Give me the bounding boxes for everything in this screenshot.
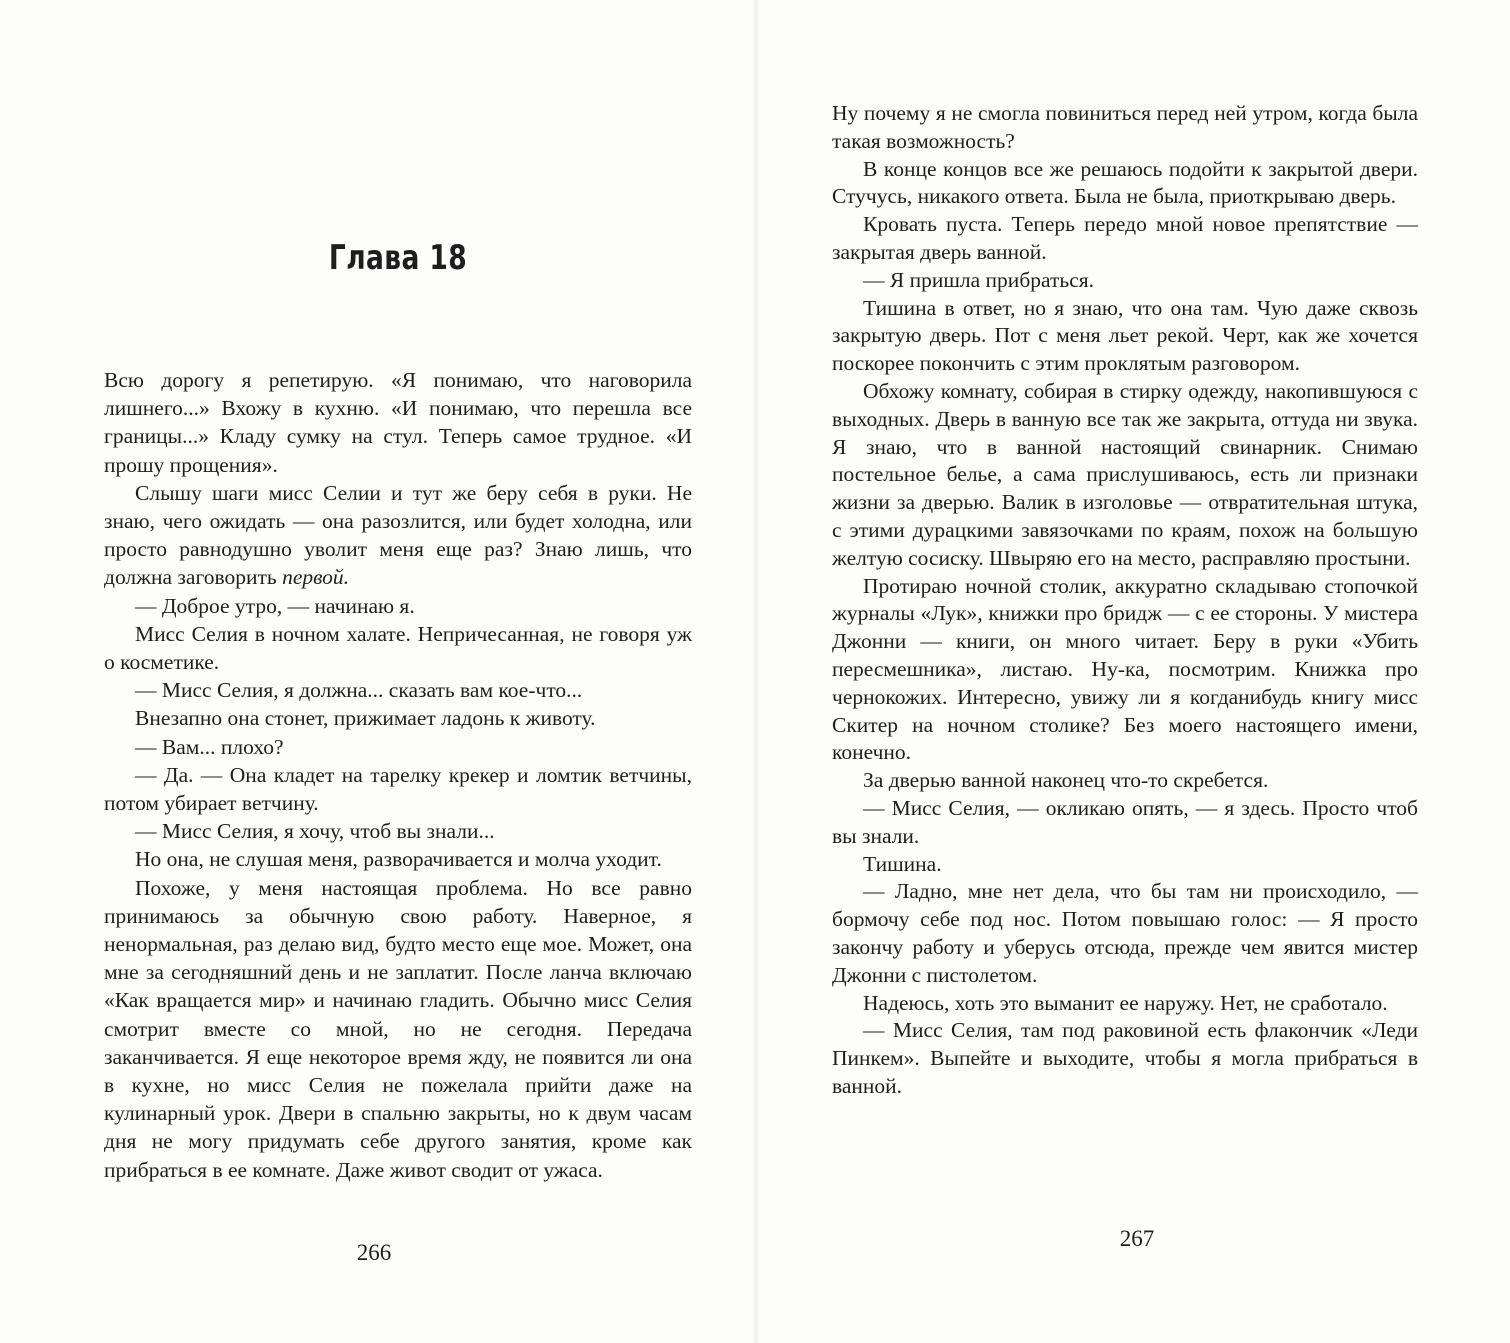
paragraph: Тишина в ответ, но я знаю, что она там. Чую даже сквозь закрытую дверь. Пот с меня льет рекой. Черт, как же хочется поскорее покончить с этим проклятым разговором.: [832, 295, 1418, 376]
paragraph: Внезапно она стонет, прижимает ладонь к животу.: [135, 706, 596, 731]
chapter-title: Глава 18: [328, 238, 468, 278]
paragraph: Похоже, у меня настоящая проблема. Но все равно принимаюсь за обычную свою работу. Наверное, я ненормальная, раз делаю вид, будто место еще мое. Может, она мне за сегодняшний день и не заплатит. После ланча включаю «Как вращается мир» и начинаю гладить. Обычно мисс Селия смотрит вместе со мной, но не сегодня. Передача заканчивается. Я еще некоторое время жду, не появится ли она в кухне, но мисс Селия не пожелала прийти даже на кулинарный урок. Двери в спальню закрыты, но к двум часам дня не могу придумать себе другого занятия, кроме как прибраться в ее комнате. Даже живот сводит от ужаса.: [104, 875, 692, 1182]
paragraph: В конце концов все же решаюсь подойти к закрытой двери. Стучусь, никакого ответа. Была не была, приоткрываю дверь.: [832, 156, 1418, 209]
right-page-text: [832, 100, 1418, 1101]
left-page: [104, 0, 692, 1343]
paragraph: — Мисс Селия, там под раковиной есть флакончик «Леди Пинкем». Выпейте и выходите, чтобы я могла прибраться в ванной.: [832, 1018, 1418, 1098]
paragraph: Протираю ночной столик, аккуратно складываю стопочкой журналы «Лук», книжки про бридж — с ее стороны. У мистера Джонни — книги, он много читает. Беру в руки «Убить пересмешника», листаю. Ну-ка, посмотрим. Книжка про чернокожих. Интересно, увижу ли я когданибудь книгу мисс Скитер на ночном столике? Без моего настоящего имени, конечно.: [832, 573, 1418, 765]
paragraph: Но она, не слушая меня, разворачивается и молча уходит.: [135, 847, 662, 872]
paragraph: — Да. — Она кладет на тарелку крекер и ломтик ветчины, потом убирает ветчину.: [104, 762, 692, 816]
paragraph: Кровать пуста. Теперь передо мной новое препятствие — закрытая дверь ванной.: [832, 212, 1418, 264]
emphasis-word: первой.: [282, 565, 350, 590]
paragraph-text: Слышу шаги мисс Селии и тут же беру себя в руки. Не знаю, чего ожидать — она разозлится, или будет холодна, или просто равнодушно уволит меня еще раз? Знаю лишь, что должна заговорить: [104, 480, 692, 590]
paragraph: — Мисс Селия, я должна... сказать вам кое-что...: [135, 678, 583, 703]
paragraph: За дверью ванной наконец что-то скребется.: [863, 768, 1269, 793]
paragraph: [104, 479, 692, 592]
page-number: 266: [356, 1240, 392, 1265]
paragraph: Тишина.: [863, 851, 942, 876]
paragraph: Всю дорогу я репетирую. «Я понимаю, что наговорила лишнего...» Вхожу в кухню. «И понимаю, что перешла все границы...» Кладу сумку на стул. Теперь самое трудное. «И прошу прощения».: [104, 368, 692, 477]
paragraph: Мисс Селия в ночном халате. Непричесанная, не говоря уж о косметике.: [104, 621, 692, 675]
paragraph: — Ладно, мне нет дела, что бы там ни происходило, — бормочу себе под нос. Потом повышаю голос: — Я просто закончу работу и уберусь отсюда, прежде чем явится мистер Джонни с пистолетом.: [832, 879, 1418, 987]
page-number: 267: [1119, 1226, 1155, 1251]
right-page: [832, 0, 1418, 1343]
paragraph: Надеюсь, хоть это выманит ее наружу. Нет, не сработало.: [863, 990, 1388, 1015]
paragraph: — Вам... плохо?: [135, 734, 284, 759]
book-gutter: [752, 0, 760, 1343]
paragraph: — Доброе утро, — начинаю я.: [135, 593, 415, 618]
paragraph: — Я пришла прибраться.: [863, 267, 1094, 292]
left-page-text: [104, 366, 692, 1184]
paragraph: — Мисс Селия, — окликаю опять, — я здесь. Просто чтоб вы знали.: [832, 795, 1418, 848]
paragraph: — Мисс Селия, я хочу, чтоб вы знали...: [135, 819, 495, 844]
paragraph: Ну почему я не смогла повиниться перед ней утром, когда была такая возможность?: [832, 101, 1418, 153]
paragraph: Обхожу комнату, собирая в стирку одежду, накопившуюся с выходных. Дверь в ванную все так же закрыта, оттуда ни звука. Я знаю, что в ванной настоящий свинарник. Снимаю постельное белье, а сама прислушиваюсь, есть ли признаки жизни за дверью. Валик в изголовье — отвратительная штука, с этими дурацкими завязочками по краям, похож на большую желтую сосиску. Швыряю его на место, расправляю простыни.: [832, 378, 1418, 570]
